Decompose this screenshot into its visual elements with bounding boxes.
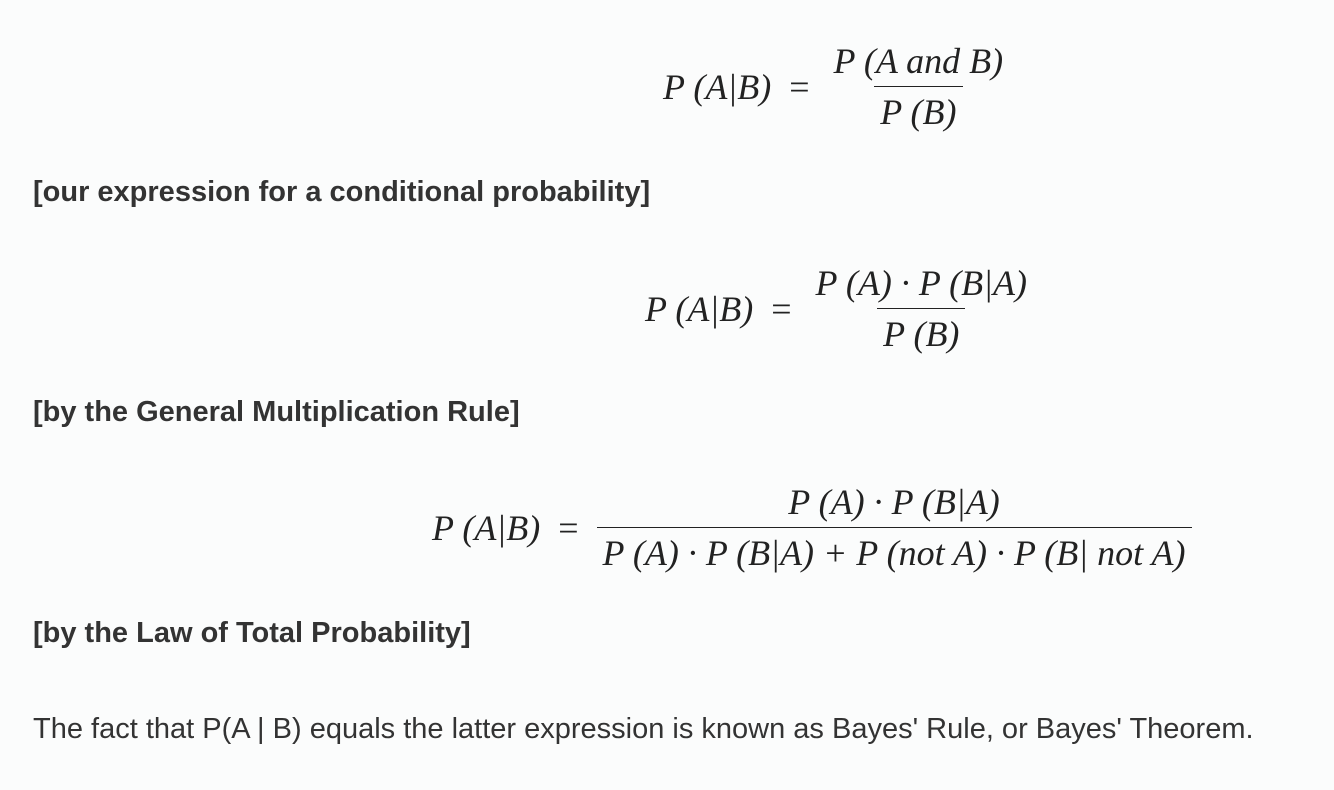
fraction-numerator: P (A) · P (B|A) <box>788 482 1000 522</box>
fraction-denominator: P (A) · P (B|A) + P (not A) · P (B| not A) <box>597 527 1192 574</box>
fraction <box>828 40 1010 133</box>
equals-sign: = <box>789 66 810 107</box>
fraction <box>597 481 1192 574</box>
equation-total-probability <box>432 481 1192 574</box>
equals-sign: = <box>771 288 792 329</box>
caption-conditional-probability: [our expression for a conditional probability] <box>33 176 651 208</box>
fraction-denominator: P (B) <box>877 308 965 355</box>
fraction <box>810 262 1034 355</box>
equation-lhs: P (A|B) <box>663 66 772 107</box>
fraction-numerator: P (A and B) <box>833 41 1004 81</box>
equation-lhs: P (A|B) <box>432 507 541 548</box>
caption-total-probability: [by the Law of Total Probability] <box>33 617 471 649</box>
bayes-rule-paragraph: The fact that P(A | B) equals the latter expression is known as Bayes' Rule, or Bayes' Theorem. <box>33 713 1254 745</box>
fraction-numerator: P (A) · P (B|A) <box>815 263 1028 303</box>
caption-general-multiplication: [by the General Multiplication Rule] <box>33 396 520 428</box>
equation-lhs: P (A|B) <box>645 288 754 329</box>
equals-sign: = <box>558 507 579 548</box>
equation-conditional-probability <box>663 40 1009 133</box>
fraction-denominator: P (B) <box>874 86 962 133</box>
equation-general-multiplication <box>645 262 1033 355</box>
